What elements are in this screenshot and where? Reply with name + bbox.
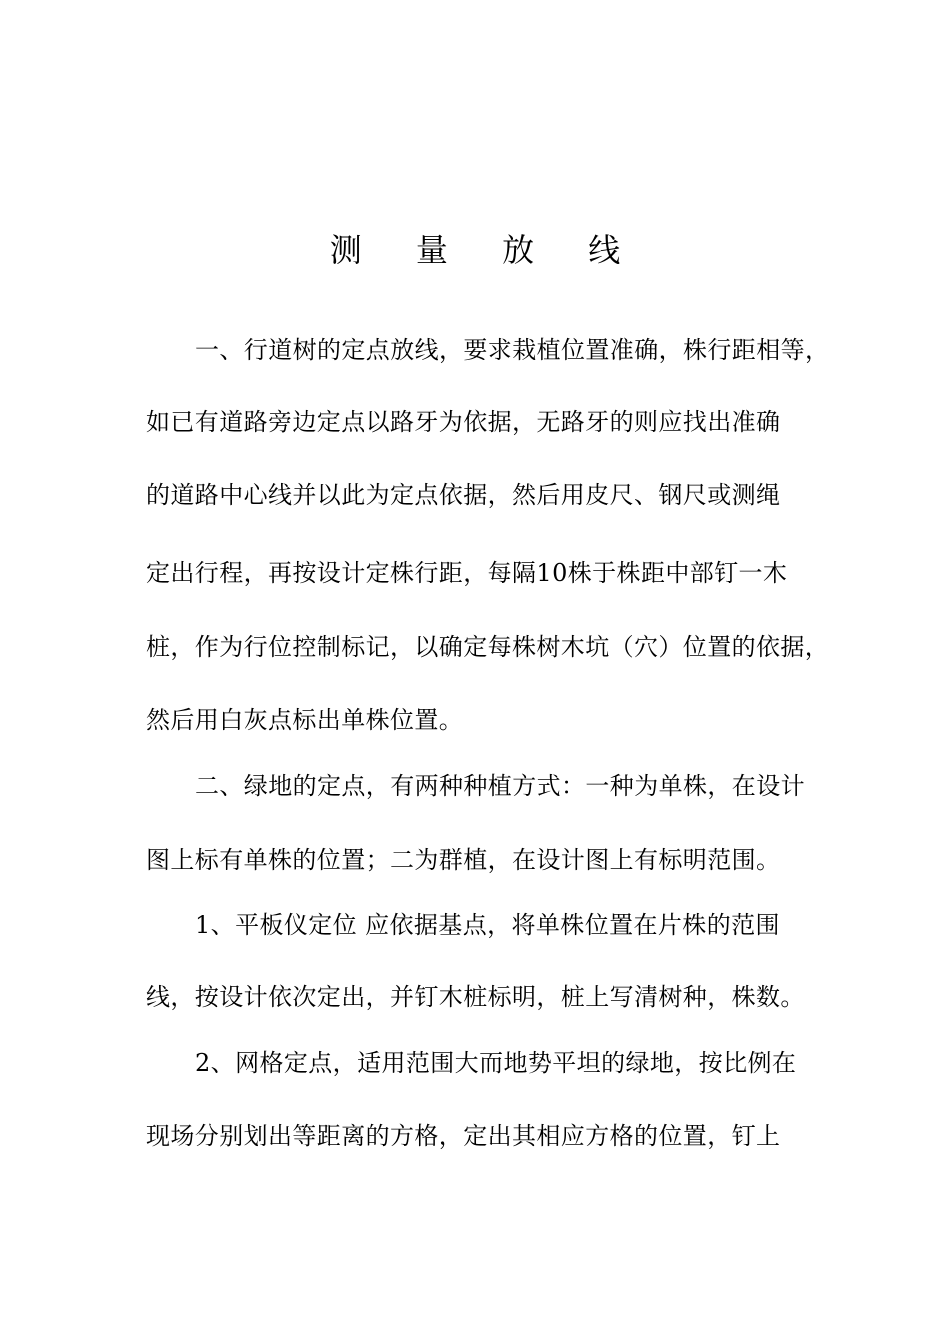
paragraph-line: 如已有道路旁边定点以路牙为依据，无路牙的则应找出准确 [146,408,781,436]
paragraph-line: 线，按设计依次定出，并钉木桩标明，桩上写清树种，株数。 [146,983,805,1011]
paragraph-line: 定出行程，再按设计定株行距，每隔10株于株距中部钉一木 [146,559,788,587]
paragraph-line: 然后用白灰点标出单株位置。 [146,706,464,734]
paragraph-line: 二、绿地的定点，有两种种植方式：一种为单株，在设计 [195,772,805,800]
paragraph-line: 现场分别划出等距离的方格，定出其相应方格的位置，钉上 [146,1122,781,1150]
paragraph-line: 一、行道树的定点放线，要求栽植位置准确，株行距相等， [195,336,830,364]
paragraph-line: 桩，作为行位控制标记，以确定每株树木坑（穴）位置的依据， [146,633,830,661]
page-title: 测 量 放 线 [329,231,643,269]
paragraph-line: 图上标有单株的位置；二为群植，在设计图上有标明范围。 [146,846,781,874]
paragraph-line: 的道路中心线并以此为定点依据，然后用皮尺、钢尺或测绳 [146,481,781,509]
paragraph-line: 2、网格定点，适用范围大而地势平坦的绿地，按比例在 [195,1049,797,1077]
paragraph-line: 1、平板仪定位 应依据基点，将单株位置在片株的范围 [195,911,780,939]
